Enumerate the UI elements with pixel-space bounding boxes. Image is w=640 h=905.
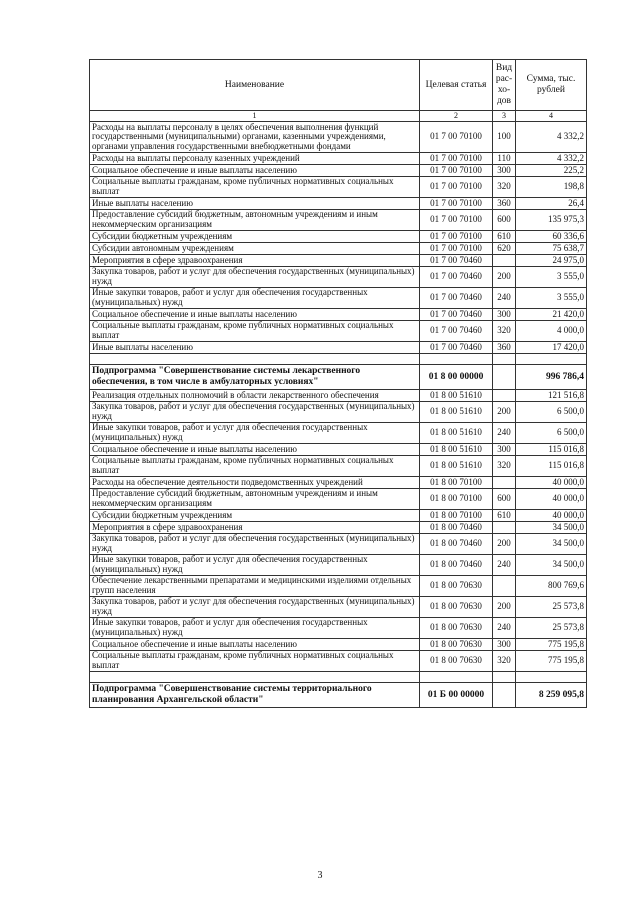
row-target-article: 01 8 00 70630	[420, 639, 493, 651]
table-row	[90, 231, 587, 243]
row-name: Социальное обеспечение и иные выплаты населению	[90, 639, 420, 651]
table-row	[90, 153, 587, 165]
row-target-article: 01 7 00 70460	[420, 267, 493, 288]
row-amount: 25 573,8	[516, 597, 587, 618]
row-expense-type: 360	[493, 342, 516, 354]
table-row	[90, 321, 587, 342]
row-amount: 25 573,8	[516, 618, 587, 639]
row-target-article: 01 8 00 70460	[420, 555, 493, 576]
row-target-article: 01 8 00 51610	[420, 402, 493, 423]
table-row	[90, 210, 587, 231]
row-expense-type: 240	[493, 423, 516, 444]
row-amount: 996 786,4	[516, 365, 587, 390]
row-expense-type: 600	[493, 489, 516, 510]
row-expense-type: 320	[493, 321, 516, 342]
table-row	[90, 489, 587, 510]
row-name: Мероприятия в сфере здравоохранения	[90, 522, 420, 534]
row-amount: 225,2	[516, 165, 587, 177]
row-target-article: 01 8 00 70630	[420, 576, 493, 597]
table-row	[90, 288, 587, 309]
row-amount: 115 016,8	[516, 456, 587, 477]
empty-cell	[493, 354, 516, 365]
column-number-row	[90, 111, 587, 122]
table-row	[90, 510, 587, 522]
table-row	[90, 597, 587, 618]
row-target-article: 01 Б 00 00000	[420, 683, 493, 708]
column-number: 4	[516, 111, 587, 122]
row-target-article: 01 7 00 70100	[420, 198, 493, 210]
row-name: Реализация отдельных полномочий в области лекарственного обеспечения	[90, 390, 420, 402]
table-row	[90, 576, 587, 597]
header-row	[90, 60, 587, 111]
row-expense-type: 610	[493, 510, 516, 522]
spacer-row	[90, 354, 587, 365]
row-target-article: 01 7 00 70460	[420, 321, 493, 342]
row-name: Иные выплаты населению	[90, 342, 420, 354]
row-name: Социальное обеспечение и иные выплаты населению	[90, 444, 420, 456]
row-expense-type: 110	[493, 153, 516, 165]
header-sum: Сумма, тыс. рублей	[516, 60, 587, 111]
row-name: Иные выплаты населению	[90, 198, 420, 210]
row-amount: 24 975,0	[516, 255, 587, 267]
row-name: Предоставление субсидий бюджетным, автономным учреждениям и иным некоммерческим организациям	[90, 489, 420, 510]
row-expense-type	[493, 255, 516, 267]
row-expense-type: 200	[493, 402, 516, 423]
row-expense-type: 320	[493, 651, 516, 672]
row-target-article: 01 8 00 51610	[420, 390, 493, 402]
row-expense-type: 300	[493, 309, 516, 321]
row-target-article: 01 8 00 70630	[420, 618, 493, 639]
row-expense-type: 200	[493, 267, 516, 288]
table-row	[90, 267, 587, 288]
table-row	[90, 402, 587, 423]
row-name: Расходы на обеспечение деятельности подведомственных учреждений	[90, 477, 420, 489]
subprogram-row	[90, 365, 587, 390]
row-expense-type	[493, 683, 516, 708]
row-name: Субсидии бюджетным учреждениям	[90, 231, 420, 243]
row-name: Субсидии автономным учреждениям	[90, 243, 420, 255]
column-number: 1	[90, 111, 420, 122]
row-amount: 800 769,6	[516, 576, 587, 597]
row-amount: 34 500,0	[516, 522, 587, 534]
table-row	[90, 522, 587, 534]
table-row	[90, 255, 587, 267]
row-target-article: 01 8 00 70460	[420, 522, 493, 534]
row-name: Иные закупки товаров, работ и услуг для обеспечения государственных (муниципальных) нужд	[90, 618, 420, 639]
table-row	[90, 555, 587, 576]
row-target-article: 01 8 00 51610	[420, 444, 493, 456]
table-row	[90, 534, 587, 555]
row-amount: 198,8	[516, 177, 587, 198]
table-row	[90, 639, 587, 651]
header-name: Наименование	[90, 60, 420, 111]
row-amount: 3 555,0	[516, 288, 587, 309]
row-expense-type	[493, 522, 516, 534]
row-amount: 4 332,2	[516, 122, 587, 153]
empty-cell	[90, 672, 420, 683]
empty-cell	[420, 354, 493, 365]
table-row	[90, 165, 587, 177]
row-name: Обеспечение лекарственными препаратами и медицинскими изделиями отдельных групп населения	[90, 576, 420, 597]
row-amount: 21 420,0	[516, 309, 587, 321]
row-target-article: 01 7 00 70460	[420, 309, 493, 321]
budget-table-body	[90, 60, 587, 708]
column-number: 2	[420, 111, 493, 122]
row-name: Предоставление субсидий бюджетным, автономным учреждениям и иным некоммерческим организациям	[90, 210, 420, 231]
row-name: Социальное обеспечение и иные выплаты населению	[90, 309, 420, 321]
row-name: Социальные выплаты гражданам, кроме публичных нормативных социальных выплат	[90, 651, 420, 672]
row-amount: 6 500,0	[516, 402, 587, 423]
row-expense-type: 320	[493, 456, 516, 477]
table-row	[90, 177, 587, 198]
row-expense-type: 300	[493, 165, 516, 177]
table-row	[90, 651, 587, 672]
row-amount: 40 000,0	[516, 489, 587, 510]
subprogram-row	[90, 683, 587, 708]
row-expense-type	[493, 576, 516, 597]
row-expense-type: 300	[493, 639, 516, 651]
row-target-article: 01 7 00 70100	[420, 231, 493, 243]
row-target-article: 01 7 00 70100	[420, 165, 493, 177]
row-amount: 8 259 095,8	[516, 683, 587, 708]
row-name: Социальные выплаты гражданам, кроме публичных нормативных социальных выплат	[90, 456, 420, 477]
row-name: Социальные выплаты гражданам, кроме публичных нормативных социальных выплат	[90, 321, 420, 342]
row-amount: 775 195,8	[516, 639, 587, 651]
row-name: Иные закупки товаров, работ и услуг для обеспечения государственных (муниципальных) нужд	[90, 288, 420, 309]
row-target-article: 01 7 00 70100	[420, 177, 493, 198]
header-vr: Вид рас-хо-дов	[493, 60, 516, 111]
row-expense-type	[493, 390, 516, 402]
row-amount: 4 000,0	[516, 321, 587, 342]
row-amount: 75 638,7	[516, 243, 587, 255]
row-amount: 40 000,0	[516, 477, 587, 489]
row-amount: 3 555,0	[516, 267, 587, 288]
row-expense-type: 610	[493, 231, 516, 243]
row-target-article: 01 8 00 70630	[420, 651, 493, 672]
row-name: Иные закупки товаров, работ и услуг для обеспечения государственных (муниципальных) нужд	[90, 423, 420, 444]
table-row	[90, 477, 587, 489]
row-expense-type: 200	[493, 597, 516, 618]
empty-cell	[516, 672, 587, 683]
row-target-article: 01 8 00 70100	[420, 510, 493, 522]
empty-cell	[516, 354, 587, 365]
row-amount: 60 336,6	[516, 231, 587, 243]
row-name: Мероприятия в сфере здравоохранения	[90, 255, 420, 267]
row-name: Субсидии бюджетным учреждениям	[90, 510, 420, 522]
table-row	[90, 456, 587, 477]
row-target-article: 01 8 00 00000	[420, 365, 493, 390]
row-amount: 775 195,8	[516, 651, 587, 672]
row-name: Иные закупки товаров, работ и услуг для обеспечения государственных (муниципальных) нужд	[90, 555, 420, 576]
row-expense-type: 300	[493, 444, 516, 456]
row-expense-type	[493, 477, 516, 489]
row-expense-type: 240	[493, 618, 516, 639]
table-row	[90, 342, 587, 354]
spacer-row	[90, 672, 587, 683]
row-target-article: 01 7 00 70100	[420, 210, 493, 231]
row-expense-type: 200	[493, 534, 516, 555]
row-name: Социальные выплаты гражданам, кроме публичных нормативных социальных выплат	[90, 177, 420, 198]
empty-cell	[90, 354, 420, 365]
row-target-article: 01 8 00 51610	[420, 423, 493, 444]
row-name: Закупка товаров, работ и услуг для обеспечения государственных (муниципальных) нужд	[90, 267, 420, 288]
header-code: Целевая статья	[420, 60, 493, 111]
row-name: Закупка товаров, работ и услуг для обеспечения государственных (муниципальных) нужд	[90, 534, 420, 555]
row-amount: 34 500,0	[516, 555, 587, 576]
budget-table	[89, 59, 587, 708]
row-target-article: 01 8 00 70100	[420, 489, 493, 510]
row-name: Расходы на выплаты персоналу казенных учреждений	[90, 153, 420, 165]
row-target-article: 01 8 00 70460	[420, 534, 493, 555]
row-target-article: 01 7 00 70460	[420, 342, 493, 354]
row-amount: 135 975,3	[516, 210, 587, 231]
row-amount: 4 332,2	[516, 153, 587, 165]
column-number: 3	[493, 111, 516, 122]
table-row	[90, 390, 587, 402]
row-amount: 6 500,0	[516, 423, 587, 444]
row-name: Расходы на выплаты персоналу в целях обеспечения выполнения функций государственными (муниципальными) органами, казенными учреждениями, органами управления государственными внебюджетными фондами	[90, 122, 420, 153]
row-target-article: 01 7 00 70460	[420, 255, 493, 267]
table-row	[90, 423, 587, 444]
empty-cell	[493, 672, 516, 683]
table-row	[90, 243, 587, 255]
table-row	[90, 198, 587, 210]
row-amount: 40 000,0	[516, 510, 587, 522]
row-expense-type: 360	[493, 198, 516, 210]
row-target-article: 01 7 00 70100	[420, 153, 493, 165]
row-expense-type: 620	[493, 243, 516, 255]
row-expense-type: 100	[493, 122, 516, 153]
row-expense-type: 320	[493, 177, 516, 198]
row-target-article: 01 8 00 70100	[420, 477, 493, 489]
row-target-article: 01 8 00 51610	[420, 456, 493, 477]
row-amount: 34 500,0	[516, 534, 587, 555]
table-row	[90, 309, 587, 321]
row-amount: 115 016,8	[516, 444, 587, 456]
row-name: Подпрограмма "Совершенствование системы территориального планирования Архангельской области"	[90, 683, 420, 708]
row-target-article: 01 7 00 70100	[420, 122, 493, 153]
row-name: Социальное обеспечение и иные выплаты населению	[90, 165, 420, 177]
table-row	[90, 122, 587, 153]
empty-cell	[420, 672, 493, 683]
row-name: Подпрограмма "Совершенствование системы лекарственного обеспечения, в том числе в амбулаторных условиях"	[90, 365, 420, 390]
row-expense-type: 600	[493, 210, 516, 231]
row-amount: 26,4	[516, 198, 587, 210]
row-expense-type: 240	[493, 288, 516, 309]
table-row	[90, 444, 587, 456]
page-number: 3	[317, 870, 323, 881]
row-target-article: 01 7 00 70100	[420, 243, 493, 255]
row-name: Закупка товаров, работ и услуг для обеспечения государственных (муниципальных) нужд	[90, 402, 420, 423]
row-target-article: 01 8 00 70630	[420, 597, 493, 618]
row-expense-type	[493, 365, 516, 390]
row-target-article: 01 7 00 70460	[420, 288, 493, 309]
row-name: Закупка товаров, работ и услуг для обеспечения государственных (муниципальных) нужд	[90, 597, 420, 618]
row-amount: 17 420,0	[516, 342, 587, 354]
row-amount: 121 516,8	[516, 390, 587, 402]
table-row	[90, 618, 587, 639]
row-expense-type: 240	[493, 555, 516, 576]
